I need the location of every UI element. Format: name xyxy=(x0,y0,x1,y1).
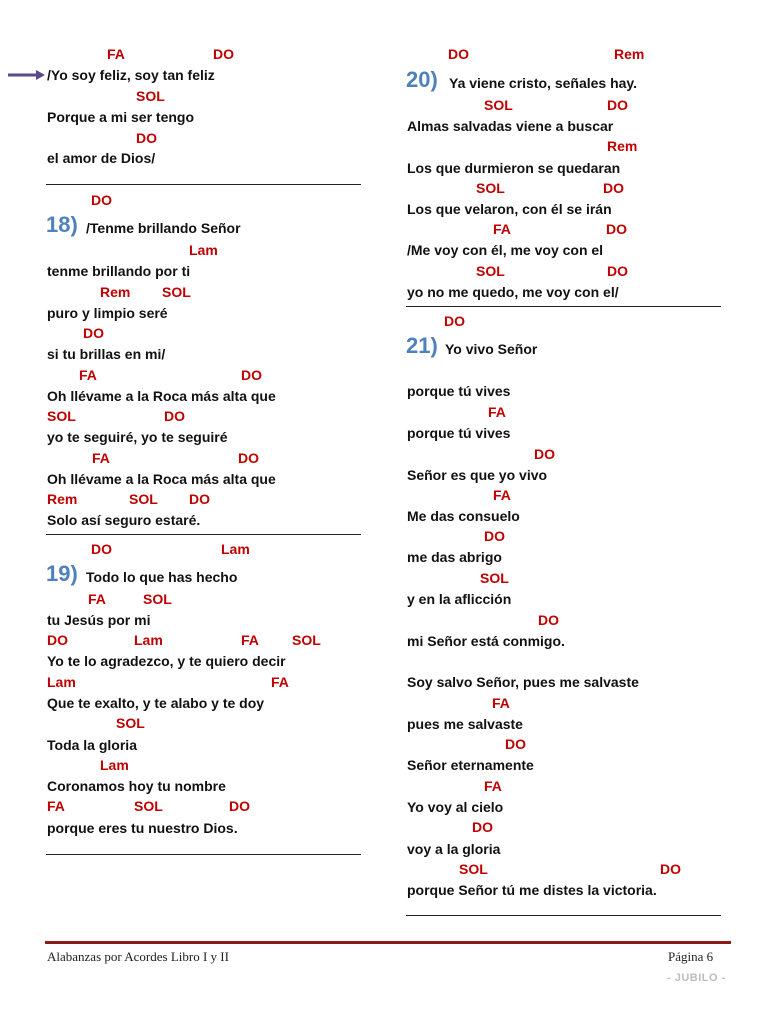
lyric-line: Oh llévame a la Roca más alta que xyxy=(47,388,276,404)
chord: DO xyxy=(603,180,624,196)
chord: Lam xyxy=(100,757,129,773)
chord: SOL xyxy=(162,284,191,300)
chord: Lam xyxy=(47,674,76,690)
section-divider xyxy=(406,306,721,307)
chord: SOL xyxy=(47,408,76,424)
chord: DO xyxy=(607,263,628,279)
song-title: /Tenme brillando Señor xyxy=(86,220,241,236)
footer-rule xyxy=(45,941,731,944)
chord: FA xyxy=(92,450,110,466)
chord: SOL xyxy=(136,88,165,104)
lyric-line: si tu brillas en mi/ xyxy=(47,346,166,362)
song-number: 18) xyxy=(46,212,78,237)
lyric-line: yo no me quedo, me voy con el/ xyxy=(407,284,619,300)
chord: DO xyxy=(444,313,465,329)
lyric-line: Señor eternamente xyxy=(407,757,534,773)
lyric-line: voy a la gloria xyxy=(407,841,501,857)
chord: DO xyxy=(47,632,68,648)
arrow-right-icon xyxy=(6,68,46,82)
song-number: 20) xyxy=(406,67,438,92)
chord: DO xyxy=(164,408,185,424)
lyric-line: Porque a mi ser tengo xyxy=(47,109,195,125)
chord: FA xyxy=(107,46,125,62)
chord: SOL xyxy=(459,861,488,877)
song-title: Todo lo que has hecho xyxy=(86,569,238,585)
chord: DO xyxy=(448,46,469,62)
lyric-line: mi Señor está conmigo. xyxy=(407,633,565,649)
footer-book-title: Alabanzas por Acordes Libro I y II xyxy=(47,949,229,964)
lyric-line: Soy salvo Señor, pues me salvaste xyxy=(407,674,639,690)
chord: DO xyxy=(91,192,112,208)
chord: DO xyxy=(136,130,157,146)
chord: FA xyxy=(492,695,510,711)
lyric-line: porque tú vives xyxy=(407,383,511,399)
chord: DO xyxy=(505,736,526,752)
chord: DO xyxy=(213,46,234,62)
section-label: - JUBILO - xyxy=(667,972,726,984)
chord: SOL xyxy=(480,570,509,586)
chord: Rem xyxy=(607,138,638,154)
chord: SOL xyxy=(143,591,172,607)
song-title: Ya viene cristo, señales hay. xyxy=(449,75,638,91)
lyric-line: /Yo soy feliz, soy tan feliz xyxy=(47,67,215,83)
chord: FA xyxy=(241,632,259,648)
lyric-line: porque tú vives xyxy=(407,425,511,441)
lyric-line: Yo voy al cielo xyxy=(407,799,504,815)
section-divider xyxy=(46,534,361,535)
chord: DO xyxy=(484,528,505,544)
chord: SOL xyxy=(292,632,321,648)
section-divider xyxy=(406,915,721,916)
lyric-line: Me das consuelo xyxy=(407,508,520,524)
chord: FA xyxy=(493,487,511,503)
section-divider xyxy=(46,854,361,855)
chord: DO xyxy=(189,491,210,507)
lyric-line: tu Jesús por mi xyxy=(47,612,151,628)
chord: FA xyxy=(488,404,506,420)
song-number: 21) xyxy=(406,333,438,358)
lyric-line: yo te seguiré, yo te seguiré xyxy=(47,429,228,445)
lyric-line: puro y limpio seré xyxy=(47,305,168,321)
lyric-line: me das abrigo xyxy=(407,549,502,565)
chord: DO xyxy=(91,541,112,557)
lyric-line: porque eres tu nuestro Dios. xyxy=(47,820,238,836)
chord: FA xyxy=(484,778,502,794)
lyric-line: Solo así seguro estaré. xyxy=(47,512,201,528)
chord: FA xyxy=(271,674,289,690)
chord: DO xyxy=(241,367,262,383)
lyric-line: Señor es que yo vivo xyxy=(407,467,548,483)
lyric-line: y en la aflicción xyxy=(407,591,512,607)
chord: DO xyxy=(238,450,259,466)
section-divider xyxy=(46,184,361,185)
chord: FA xyxy=(493,221,511,237)
chord: Lam xyxy=(189,242,218,258)
chord: SOL xyxy=(129,491,158,507)
chord: DO xyxy=(534,446,555,462)
page-number: Página 6 xyxy=(668,949,714,964)
chord: DO xyxy=(660,861,681,877)
chord: DO xyxy=(606,221,627,237)
chord: DO xyxy=(607,97,628,113)
chord: DO xyxy=(472,819,493,835)
chord: SOL xyxy=(476,180,505,196)
lyric-line: tenme brillando por ti xyxy=(47,263,191,279)
chord: SOL xyxy=(116,715,145,731)
lyric-line: Coronamos hoy tu nombre xyxy=(47,778,226,794)
chord: SOL xyxy=(484,97,513,113)
lyric-line: pues me salvaste xyxy=(407,716,523,732)
chord: FA xyxy=(79,367,97,383)
lyric-line: Yo te lo agradezco, y te quiero decir xyxy=(47,653,286,669)
chord: Lam xyxy=(134,632,163,648)
chord: FA xyxy=(47,798,65,814)
chord: Lam xyxy=(221,541,250,557)
lyric-line: /Me voy con él, me voy con el xyxy=(407,242,604,258)
song-title: Yo vivo Señor xyxy=(445,341,538,357)
lyric-line: Almas salvadas viene a buscar xyxy=(407,118,614,134)
chord: Rem xyxy=(614,46,645,62)
lyric-line: Que te exalto, y te alabo y te doy xyxy=(47,695,265,711)
lyric-line: Toda la gloria xyxy=(47,737,137,753)
chord: FA xyxy=(88,591,106,607)
lyric-line: Los que durmieron se quedaran xyxy=(407,160,621,176)
chord: DO xyxy=(538,612,559,628)
song-number: 19) xyxy=(46,561,78,586)
chord: DO xyxy=(229,798,250,814)
chord: SOL xyxy=(476,263,505,279)
chord: DO xyxy=(83,325,104,341)
chord: Rem xyxy=(47,491,78,507)
chord: Rem xyxy=(100,284,131,300)
lyric-line: Oh llévame a la Roca más alta que xyxy=(47,471,276,487)
lyric-line: Los que velaron, con él se irán xyxy=(407,201,612,217)
lyric-line: porque Señor tú me distes la victoria. xyxy=(407,882,657,898)
chord: SOL xyxy=(134,798,163,814)
lyric-line: el amor de Dios/ xyxy=(47,150,156,166)
